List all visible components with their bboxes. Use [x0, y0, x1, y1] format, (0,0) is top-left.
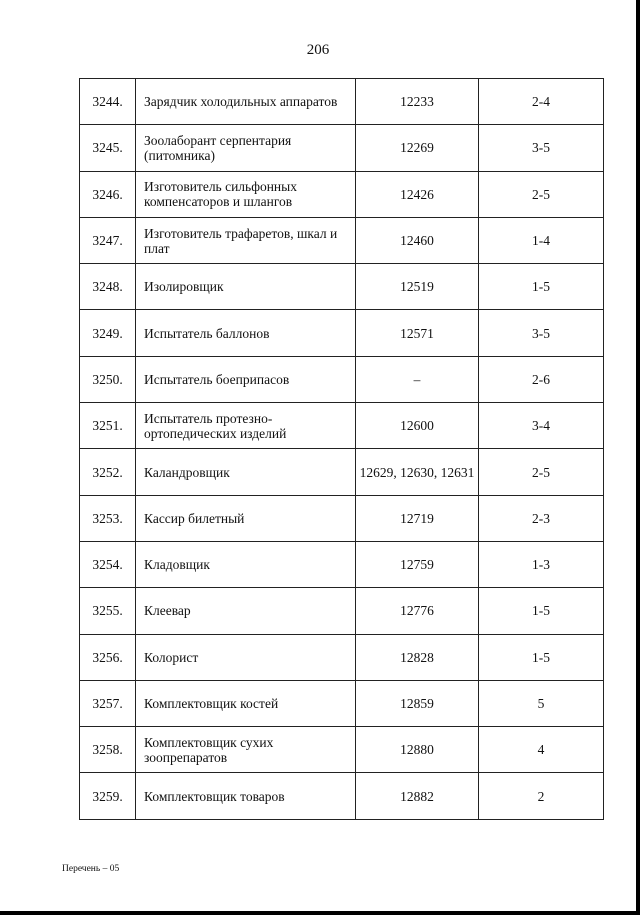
profession-name-cell: Комплектовщик товаров: [136, 773, 356, 819]
grade-range-cell: 2-5: [479, 171, 604, 217]
profession-name-cell: Испытатель баллонов: [136, 310, 356, 356]
row-number-cell: 3245.: [80, 125, 136, 171]
profession-code-cell: 12233: [356, 79, 479, 125]
table-row: [80, 680, 604, 726]
table-row: [80, 264, 604, 310]
row-number-cell: 3247.: [80, 217, 136, 263]
grade-range-cell: 1-3: [479, 541, 604, 587]
profession-code-cell: 12880: [356, 727, 479, 773]
grade-range-cell: 3-4: [479, 403, 604, 449]
grade-range-cell: 3-5: [479, 125, 604, 171]
profession-name-cell: Каландровщик: [136, 449, 356, 495]
profession-name-cell: Колорист: [136, 634, 356, 680]
grade-range-cell: 1-5: [479, 588, 604, 634]
profession-code-cell: 12600: [356, 403, 479, 449]
table-row: [80, 171, 604, 217]
profession-code-cell: 12882: [356, 773, 479, 819]
row-number-cell: 3249.: [80, 310, 136, 356]
grade-range-cell: 2: [479, 773, 604, 819]
row-number-cell: 3250.: [80, 356, 136, 402]
page-number: 206: [306, 42, 330, 58]
row-number-cell: 3251.: [80, 403, 136, 449]
row-number-cell: 3244.: [80, 79, 136, 125]
profession-code-cell: 12719: [356, 495, 479, 541]
table-row: [80, 449, 604, 495]
profession-code-cell: 12629, 12630, 12631: [356, 449, 479, 495]
row-number-cell: 3252.: [80, 449, 136, 495]
grade-range-cell: 2-5: [479, 449, 604, 495]
table-row: [80, 217, 604, 263]
grade-range-cell: 1-5: [479, 264, 604, 310]
table-row: [80, 541, 604, 587]
table-row: [80, 495, 604, 541]
profession-name-cell: Испытатель боеприпасов: [136, 356, 356, 402]
table-row: [80, 125, 604, 171]
row-number-cell: 3257.: [80, 680, 136, 726]
profession-name-cell: Зарядчик холодильных аппаратов: [136, 79, 356, 125]
table-row: [80, 634, 604, 680]
grade-range-cell: 2-3: [479, 495, 604, 541]
table-row: [80, 588, 604, 634]
profession-code-cell: 12571: [356, 310, 479, 356]
profession-code-cell: 12519: [356, 264, 479, 310]
profession-code-cell: 12759: [356, 541, 479, 587]
row-number-cell: 3248.: [80, 264, 136, 310]
footer-label: Перечень – 05: [62, 864, 120, 874]
profession-code-cell: 12859: [356, 680, 479, 726]
profession-name-cell: Комплектовщик костей: [136, 680, 356, 726]
profession-name-cell: Изготовитель трафаретов, шкал и плат: [136, 217, 356, 263]
profession-code-cell: –: [356, 356, 479, 402]
profession-code-cell: 12426: [356, 171, 479, 217]
table-row: [80, 773, 604, 819]
profession-name-cell: Изготовитель сильфонных компенсаторов и шлангов: [136, 171, 356, 217]
table-row: [80, 356, 604, 402]
profession-code-cell: 12460: [356, 217, 479, 263]
grade-range-cell: 4: [479, 727, 604, 773]
row-number-cell: 3258.: [80, 727, 136, 773]
profession-name-cell: Испытатель протезно-ортопедических изделий: [136, 403, 356, 449]
profession-code-cell: 12776: [356, 588, 479, 634]
grade-range-cell: 2-4: [479, 79, 604, 125]
table-row: [80, 310, 604, 356]
row-number-cell: 3255.: [80, 588, 136, 634]
profession-name-cell: Изолировщик: [136, 264, 356, 310]
profession-name-cell: Зоолаборант серпентария (питомника): [136, 125, 356, 171]
grade-range-cell: 5: [479, 680, 604, 726]
row-number-cell: 3253.: [80, 495, 136, 541]
table-row: [80, 403, 604, 449]
row-number-cell: 3254.: [80, 541, 136, 587]
profession-name-cell: Кассир билетный: [136, 495, 356, 541]
row-number-cell: 3259.: [80, 773, 136, 819]
row-number-cell: 3256.: [80, 634, 136, 680]
profession-code-cell: 12269: [356, 125, 479, 171]
table-row: [80, 727, 604, 773]
grade-range-cell: 2-6: [479, 356, 604, 402]
profession-name-cell: Клеевар: [136, 588, 356, 634]
profession-name-cell: Комплектовщик сухих зоопрепаратов: [136, 727, 356, 773]
grade-range-cell: 1-5: [479, 634, 604, 680]
profession-name-cell: Кладовщик: [136, 541, 356, 587]
profession-code-cell: 12828: [356, 634, 479, 680]
grade-range-cell: 1-4: [479, 217, 604, 263]
grade-range-cell: 3-5: [479, 310, 604, 356]
professions-table: [79, 78, 604, 820]
row-number-cell: 3246.: [80, 171, 136, 217]
table-row: [80, 79, 604, 125]
